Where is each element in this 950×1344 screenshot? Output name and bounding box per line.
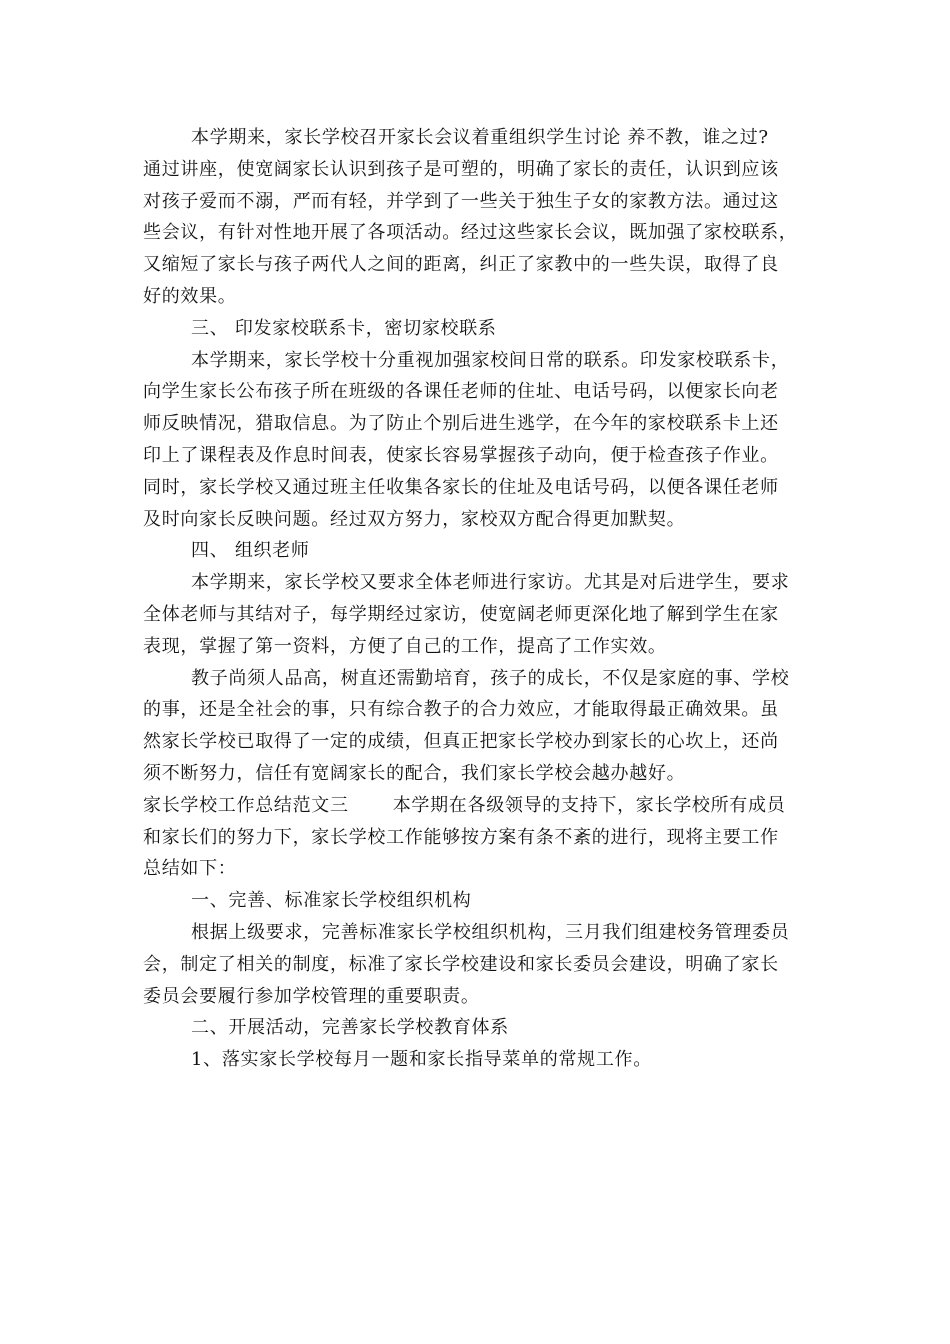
paragraph-line: 本学期来，家长学校又要求全体老师进行家访。尤其是对后进学生，要求	[191, 572, 790, 594]
section-heading: 二、开展活动，完善家长学校教育体系	[191, 1017, 509, 1039]
document-page	[143, 122, 808, 1076]
paragraph-line: 好的效果。	[143, 285, 237, 307]
paragraph-line: 本学期来，家长学校召开家长会议着重组织学生讨论 养不教，谁之过?	[191, 127, 769, 148]
paragraph-line: 本学期来，家长学校十分重视加强家校间日常的联系。印发家校联系卡，	[191, 349, 790, 371]
paragraph-line: 又缩短了家长与孩子两代人之间的距离，纠正了家教中的一些失误，取得了良	[143, 254, 779, 276]
paragraph-line: 师反映情况，猎取信息。为了防止个别后进生逃学，在今年的家校联系卡上还	[143, 413, 779, 435]
paragraph-line: 全体老师与其结对子，每学期经过家访，使宽阔老师更深化地了解到学生在家	[143, 603, 779, 625]
paragraph-line: 本学期在各级领导的支持下，家长学校所有成员	[392, 794, 786, 816]
paragraph-line: 通过讲座，使宽阔家长认识到孩子是可塑的，明确了家长的责任，认识到应该	[143, 158, 779, 180]
paragraph-line: 的事，还是全社会的事，只有综合教子的合力效应，才能取得最正确效果。虽	[143, 699, 779, 721]
document-title: 家长学校工作总结范文三	[143, 794, 349, 816]
paragraph-line: 表现，掌握了第一资料，方便了自己的工作，提高了工作实效。	[143, 635, 667, 657]
paragraph-line: 然家长学校已取得了一定的成绩，但真正把家长学校办到家长的心坎上，还尚	[143, 731, 779, 753]
section-heading: 一、完善、标准家长学校组织机构	[191, 890, 472, 912]
title-line	[143, 790, 808, 822]
paragraph-line: 和家长们的努力下，家长学校工作能够按方案有条不紊的进行，现将主要工作	[143, 826, 779, 848]
paragraph-line: 同时，家长学校又通过班主任收集各家长的住址及电话号码，以便各课任老师	[143, 476, 779, 498]
section-heading: 四、 组织老师	[191, 540, 310, 562]
paragraph-line: 须不断努力，信任有宽阔家长的配合，我们家长学校会越办越好。	[143, 762, 686, 784]
paragraph-line: 教子尚须人品高，树直还需勤培育，孩子的成长，不仅是家庭的事、学校	[191, 667, 790, 689]
paragraph-line: 些会议，有针对性地开展了各项活动。经过这些家长会议，既加强了家校联系，	[143, 222, 798, 244]
section-heading: 三、 印发家校联系卡，密切家校联系	[191, 317, 497, 339]
paragraph-line: 印上了课程表及作息时间表，使家长容易掌握孩子动向，便于检查孩子作业。	[143, 444, 779, 466]
paragraph-line: 总结如下：	[143, 858, 237, 880]
paragraph-line: 及时向家长反映问题。经过双方努力，家校双方配合得更加默契。	[143, 508, 686, 530]
paragraph-line: 向学生家长公布孩子所在班级的各课任老师的住址、电话号码，以便家长向老	[143, 381, 779, 403]
paragraph-line: 1、落实家长学校每月一题和家长指导菜单的常规工作。	[191, 1049, 652, 1071]
paragraph-line: 对孩子爱而不溺，严而有轻，并学到了一些关于独生子女的家教方法。通过这	[143, 190, 779, 212]
paragraph-line: 根据上级要求，完善标准家长学校组织机构，三月我们组建校务管理委员	[191, 921, 790, 943]
paragraph-line: 会，制定了相关的制度，标准了家长学校建设和家长委员会建设，明确了家长	[143, 953, 779, 975]
paragraph-line: 委员会要履行参加学校管理的重要职责。	[143, 985, 480, 1007]
